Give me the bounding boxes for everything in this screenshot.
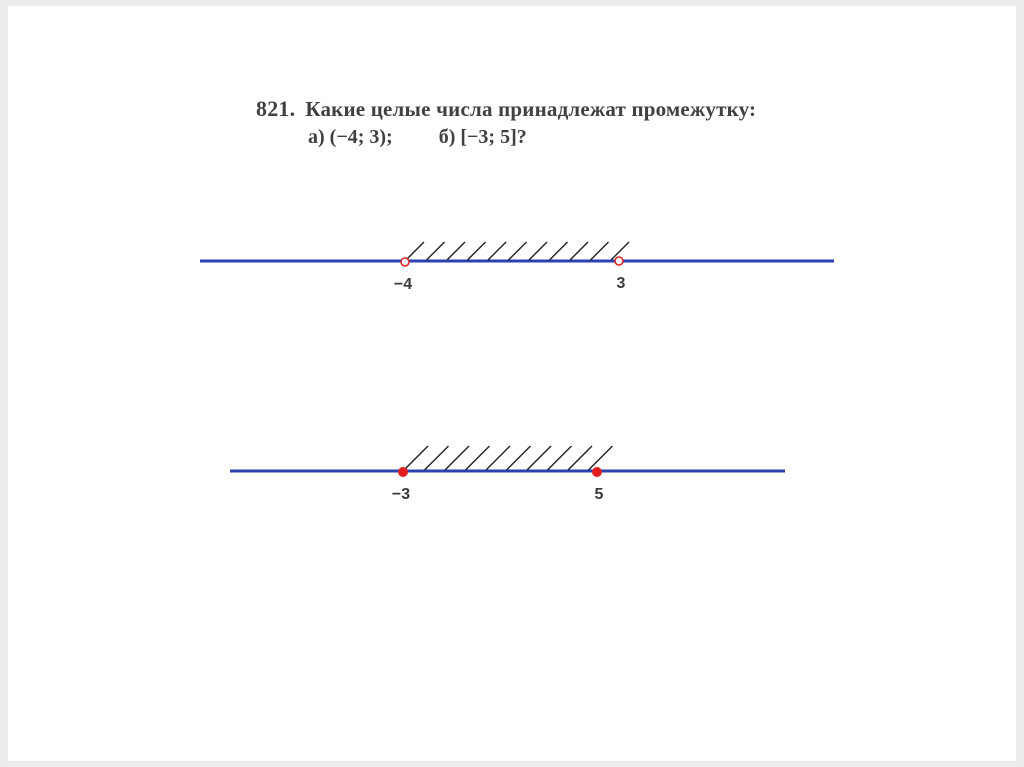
hatch-stroke-b xyxy=(568,446,592,470)
right-endpoint-b xyxy=(593,468,602,477)
hatch-stroke-b xyxy=(527,446,551,470)
number-line-b xyxy=(230,446,785,503)
left-label-b: −3 xyxy=(391,486,411,503)
hatch-stroke-a xyxy=(550,242,568,260)
hatching-b xyxy=(404,446,613,470)
right-label-a: 3 xyxy=(616,275,626,292)
hatch-stroke-a xyxy=(447,242,465,260)
hatch-stroke-b xyxy=(404,446,428,470)
problem-part-b: б) [−3; 5]? xyxy=(438,126,527,148)
hatch-stroke-a xyxy=(406,242,424,260)
number-line-a xyxy=(200,242,834,293)
hatch-stroke-b xyxy=(486,446,510,470)
problem-part-a: а) (−4; 3); xyxy=(308,126,393,148)
hatch-stroke-a xyxy=(591,242,609,260)
hatch-stroke-b xyxy=(548,446,572,470)
problem-number: 821. xyxy=(256,96,296,121)
left-endpoint-a xyxy=(401,258,409,266)
hatch-stroke-b xyxy=(507,446,531,470)
hatch-stroke-b xyxy=(445,446,469,470)
hatch-stroke-b xyxy=(425,446,449,470)
left-label-a: −4 xyxy=(393,276,413,293)
hatching-a xyxy=(406,242,629,260)
hatch-stroke-a xyxy=(509,242,527,260)
hatch-stroke-b xyxy=(466,446,490,470)
problem-question: Какие целые числа принадлежат промежутку: xyxy=(305,97,757,121)
right-endpoint-a xyxy=(615,257,623,265)
right-label-b: 5 xyxy=(594,486,604,503)
hatch-stroke-a xyxy=(468,242,486,260)
hatch-stroke-b xyxy=(589,446,613,470)
hatch-stroke-a xyxy=(488,242,506,260)
hatch-stroke-a xyxy=(529,242,547,260)
left-endpoint-b xyxy=(399,468,408,477)
hatch-stroke-a xyxy=(570,242,588,260)
hatch-stroke-a xyxy=(427,242,445,260)
